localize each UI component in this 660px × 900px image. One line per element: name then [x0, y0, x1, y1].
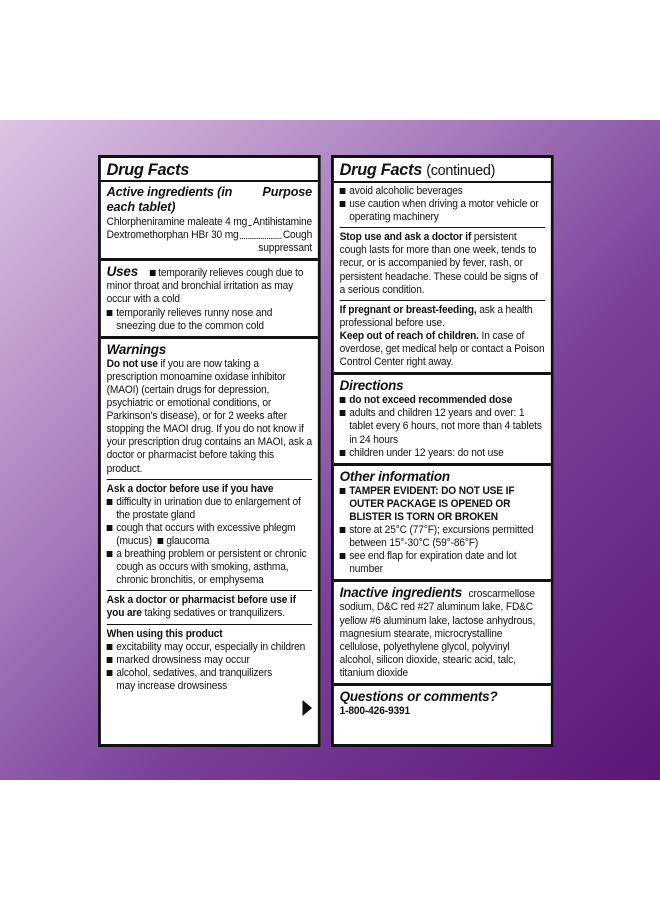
- use-item: temporarily relieves cough due to minor throat and bronchial irritation as may occur with a cold: [106, 267, 304, 306]
- phone-number: 1-800-426-9391: [339, 705, 411, 717]
- direction-item: do not exceed recommended dose: [340, 394, 545, 407]
- inactive-ingredients-text: croscarmellose sodium, D&C red #27 aluminum lake, FD&C yellow #6 aluminum lake, lactose anhydrous, magnesium stearate, microcrystalline cellulose, polyethylene glycol, polyvinyl alcohol, silicon dioxide, stearic acid, talc, titanium dioxide: [339, 588, 536, 679]
- continue-arrow-icon: [302, 700, 312, 716]
- bullet-icon: [150, 270, 156, 276]
- uses-section: [107, 263, 312, 306]
- use-item: temporarily relieves runny nose and sneezing due to the common cold: [107, 307, 312, 333]
- other-info-item: store at 25°C (77°F); excursions permitted between 15°-30°C (59°-86°F): [340, 524, 545, 550]
- questions-title: Questions or comments?: [339, 688, 498, 704]
- bullet-icon: [158, 538, 164, 544]
- ask-doctor-item: cough that occurs with excessive phlegm (mucus) glaucoma: [107, 522, 312, 548]
- ask-pharmacist-lead: Ask a doctor or pharmacist before use if you are: [106, 594, 296, 620]
- do-not-use-lead: Do not use: [106, 357, 158, 370]
- active-ingredients-header: [107, 184, 312, 214]
- direction-item: adults and children 12 years and over: 1 tablet every 6 hours, not more than 4 tablets in 24 hours: [340, 407, 545, 446]
- stop-use-text: persistent cough lasts for more than one week, tends to recur, or is accompanied by fever, rash, or persistent headache. These could be signs of a serious condition.: [339, 231, 538, 296]
- drug-facts-continued-title: Drug Facts (continued): [339, 160, 496, 179]
- when-using-item: alcohol, sedatives, and tranquilizers may increase drowsiness: [107, 667, 289, 693]
- ingredient-purpose: Antihistamine: [252, 216, 313, 228]
- do-not-use-text: if you are now taking a prescription monoamine oxidase inhibitor (MAOI) (certain drugs for depression, psychiatric or emotional conditions, or Parkinson's disease), or for 2 weeks after stopping the MAOI drug. If you do not know if your prescription drug contains an MAOI, ask a doctor or pharmacist before taking this product.: [106, 357, 313, 475]
- other-info-item: TAMPER EVIDENT: DO NOT USE IF OUTER PACKAGE IS OPENED OR BLISTER IS TORN OR BROKEN: [340, 485, 545, 524]
- active-ingredients-heading: Active ingredients (in each tablet): [106, 184, 233, 214]
- warning-item: avoid alcoholic beverages: [340, 185, 545, 198]
- pregnant-text: ask a health professional before use.: [339, 303, 533, 329]
- when-using-heading: When using this product: [106, 627, 223, 640]
- other-info-item: see end flap for expiration date and lot number: [340, 550, 545, 576]
- keep-out-lead: Keep out of reach of children.: [339, 329, 479, 342]
- purpose-heading: Purpose: [262, 184, 313, 199]
- uses-title: Uses: [106, 263, 139, 280]
- ask-pharmacist-text: taking sedatives or tranquilizers.: [144, 607, 285, 620]
- ingredient-name: Dextromethorphan HBr 30 mg: [106, 229, 239, 242]
- drug-facts-title: Drug Facts: [106, 160, 190, 179]
- ingredient-row: [107, 229, 312, 242]
- keep-out-paragraph: [340, 330, 545, 369]
- direction-item: children under 12 years: do not use: [340, 447, 545, 460]
- ask-doctor-item: difficulty in urination due to enlargement of the prostate gland: [107, 496, 312, 522]
- glaucoma-item: glaucoma: [166, 534, 210, 547]
- stop-use-lead: Stop use and ask a doctor if: [339, 231, 472, 244]
- ingredient-purpose: Cough: [282, 229, 313, 242]
- when-using-item: excitability may occur, especially in children: [107, 641, 312, 654]
- warning-item: use caution when driving a motor vehicle or operating machinery: [340, 198, 545, 224]
- when-using-item: marked drowsiness may occur: [107, 654, 312, 667]
- ingredient-row: [107, 216, 312, 229]
- ingredient-purpose-continued: suppressant: [258, 242, 313, 255]
- keep-out-text: In case of overdose, get medical help or contact a Poison Control Center right away.: [339, 329, 545, 369]
- do-not-use-paragraph: [107, 358, 312, 476]
- ingredient-name: Chlorpheniramine maleate 4 mg: [106, 216, 248, 228]
- other-information-title: Other information: [339, 467, 450, 484]
- ask-doctor-item: a breathing problem or persistent or chronic cough as occurs with smoking, asthma, chronic bronchitis, or emphysema: [107, 548, 312, 587]
- drug-facts-panel-left: [98, 155, 321, 747]
- drug-facts-panel-right: [331, 155, 554, 747]
- ask-doctor-heading: Ask a doctor before use if you have: [106, 482, 274, 495]
- inactive-ingredients-paragraph: [340, 584, 545, 680]
- directions-title: Directions: [339, 377, 404, 394]
- inactive-ingredients-title: Inactive ingredients: [339, 584, 463, 601]
- warnings-title: Warnings: [106, 340, 167, 357]
- pregnant-lead: If pregnant or breast-feeding,: [339, 303, 477, 316]
